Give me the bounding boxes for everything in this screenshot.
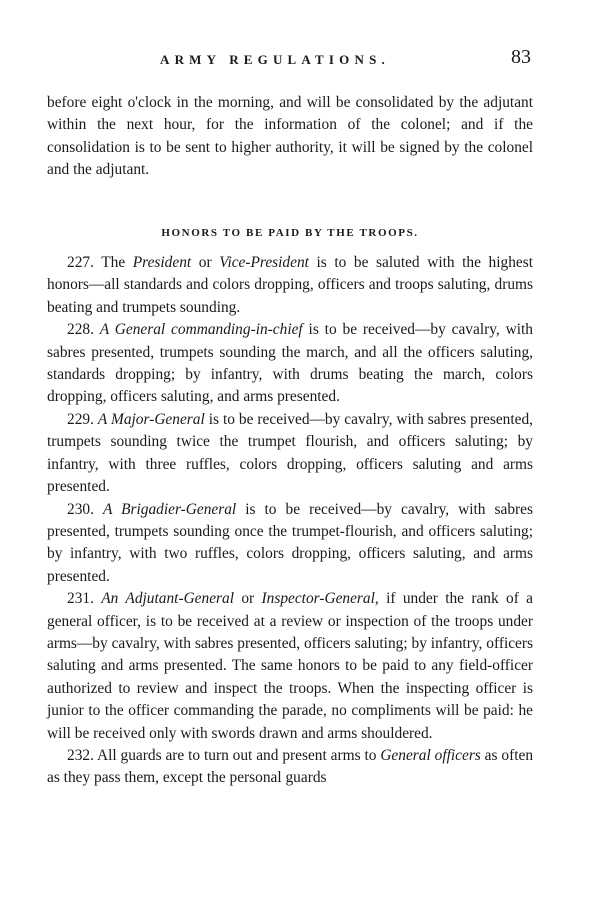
paragraph-228 xyxy=(47,319,533,409)
paragraph-italic: President xyxy=(132,254,192,272)
paragraph-italic: An Adjutant-General xyxy=(101,590,235,608)
paragraph-number: 231. xyxy=(67,590,94,608)
paragraph-text: is to be saluted with the highest honors—all standards and colors dropping, officers and troops saluting, drums beating and trumpets sounding. xyxy=(47,254,533,316)
paragraph-text: is to be received—by cavalry, with sabres presented, trumpets sounding twice the trumpet flourish, and officers saluting; by infantry, with three ruffles, colors dropping, officers saluting and arms presented. xyxy=(47,410,533,496)
paragraph-text: is to be received—by cavalry, with sabres presented, trumpets sounding the march, and all the officers saluting, standards dropping; by infantry, with drums beating the march, colors dropping, officers saluting, and arms presented. xyxy=(47,321,533,406)
paragraph-pre: The xyxy=(101,254,133,272)
paragraph-232 xyxy=(47,745,533,790)
paragraph-text: as often as they pass them, except the personal guards xyxy=(47,746,534,787)
paragraph-italic: A Brigadier-General xyxy=(102,500,237,518)
paragraph-pre: All guards are to turn out and present arms to xyxy=(96,746,381,764)
paragraph-mid: or xyxy=(234,590,262,608)
paragraph-italic: General officers xyxy=(380,746,481,764)
lead-paragraph: before eight o'clock in the morning, and will be consolidated by the adjutant within the next hour, for the information of the colonel; and if the consolidation is to be sent to higher authority, it will be signed by the colonel and the adjutant. xyxy=(47,94,533,179)
paragraph-230 xyxy=(47,499,533,589)
paragraph-229 xyxy=(47,409,533,499)
section-heading: HONORS TO BE PAID BY THE TROOPS. xyxy=(161,226,419,239)
paragraph-number: 230. xyxy=(67,500,94,518)
paragraph-italic: Vice-President xyxy=(219,254,309,272)
paragraph-italic: A General commanding-in-chief xyxy=(99,321,303,339)
paragraph-italic: Inspector-General xyxy=(261,590,375,608)
running-title: ARMY REGULATIONS. xyxy=(160,52,390,67)
paragraph-number: 228. xyxy=(67,321,94,339)
paragraph-227 xyxy=(47,252,533,319)
paragraph-text: is to be received—by cavalry, with sabres presented, trumpets sounding once the trumpet-flourish, and officers saluting; by infantry, with two ruffles, colors dropping, officers saluting, and arms presented. xyxy=(47,500,533,585)
paragraph-number: 229. xyxy=(67,410,94,428)
paragraph-mid: or xyxy=(191,254,220,272)
paragraph-text: , if under the rank of a general officer, is to be received at a review or inspection of the troops under arms—by cavalry, with sabres presented, officers saluting; by infantry, officers saluting and arms presented. The same honors to be paid to any field-officer authorized to review and inspect the troops. When the inspecting officer is junior to the officer commanding the parade, no compliments will be paid: he will be received only with swords drawn and arms shouldered. xyxy=(47,590,533,742)
body-text xyxy=(47,92,533,790)
page-header xyxy=(0,46,593,76)
paragraph-231 xyxy=(47,588,533,745)
paragraph-number: 227. xyxy=(67,254,94,272)
page-number: 83 xyxy=(511,46,531,68)
paragraph-number: 232. xyxy=(67,746,94,764)
paragraph-italic: A Major-General xyxy=(97,410,205,428)
